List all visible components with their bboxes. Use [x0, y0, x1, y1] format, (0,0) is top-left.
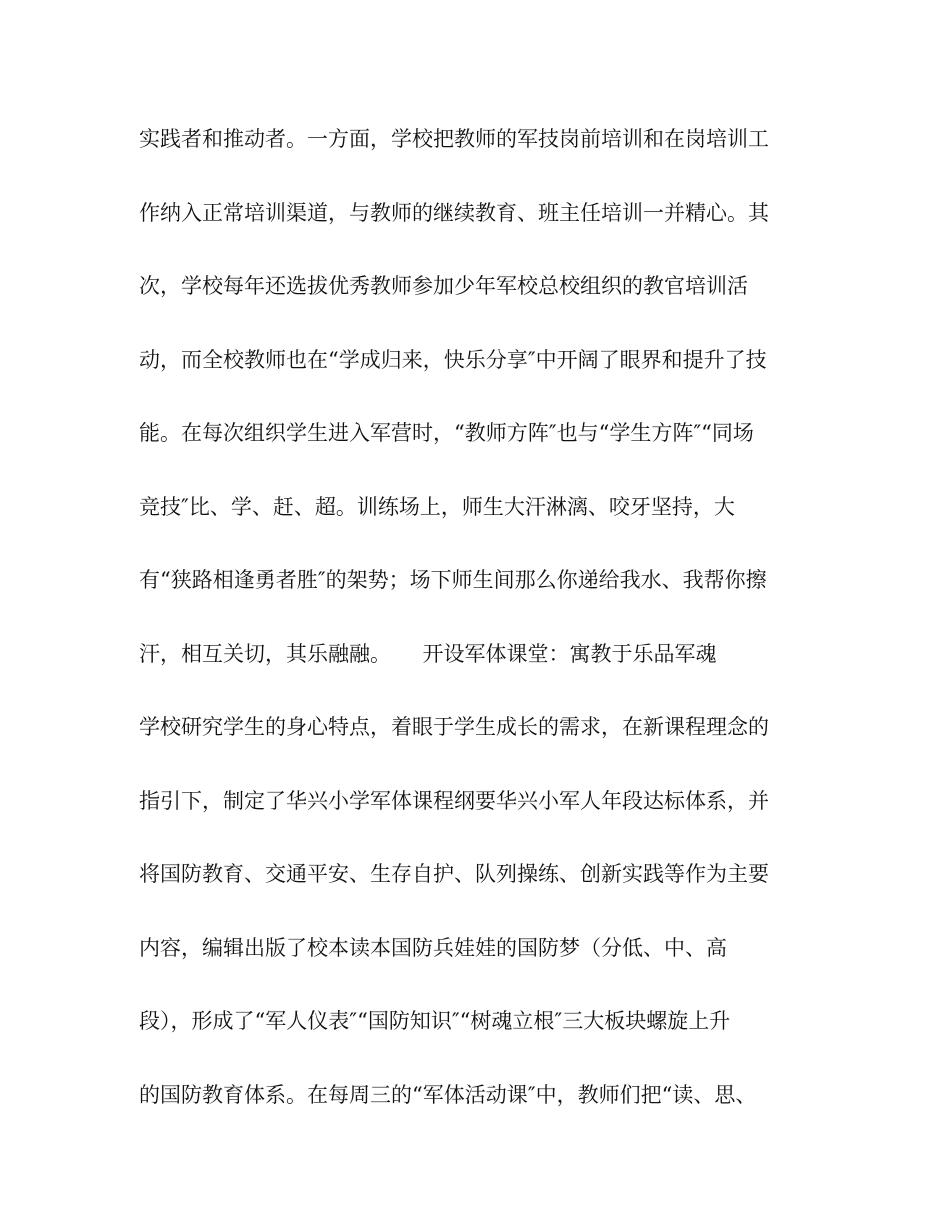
- text-line: 竞技″比、学、赶、超。训练场上，师生大汗淋漓、咬牙坚持，大: [139, 494, 735, 519]
- text-line: 实践者和推动者。一方面，学校把教师的军技岗前培训和在岗培训工: [139, 127, 769, 151]
- text-line: 指引下，制定了华兴小学军体课程纲要华兴小军人年段达标体系，并: [139, 788, 769, 813]
- text-line: 能。在每次组织学生进入军营时，“教师方阵″也与“学生方阵″“同场: [139, 421, 754, 445]
- text-line: 作纳入正常培训渠道，与教师的继续教育、班主任培训一并精心。其: [139, 200, 769, 225]
- text-line: 将国防教育、交通平安、生存自护、队列操练、创新实践等作为主要: [139, 862, 769, 886]
- text-line: 汗，相互关切，其乐融融。 开设军体课堂：寓教于乐品军魂: [139, 641, 717, 666]
- text-line: 段），形成了“军人仪表″“国防知识″“树魂立根″三大板块螺旋上升: [139, 1009, 731, 1033]
- text-line: 有“狭路相逢勇者胜″的架势；场下师生间那么你递给我水、我帮你擦: [139, 568, 767, 592]
- text-line: 内容，编辑出版了校本读本国防兵娃娃的国防梦（分低、中、高: [139, 935, 727, 960]
- text-line: 学校研究学生的身心特点，着眼于学生成长的需求，在新课程理念的: [139, 715, 769, 739]
- text-line: 动，而全校教师也在“学成归来，快乐分享″中开阔了眼界和提升了技: [139, 347, 767, 372]
- text-line: 的国防教育体系。在每周三的“军体活动课″中，教师们把“读、思、: [139, 1082, 757, 1107]
- body-text: [139, 124, 819, 1153]
- text-line: 次，学校每年还选拔优秀教师参加少年军校总校组织的教官培训活: [139, 274, 748, 298]
